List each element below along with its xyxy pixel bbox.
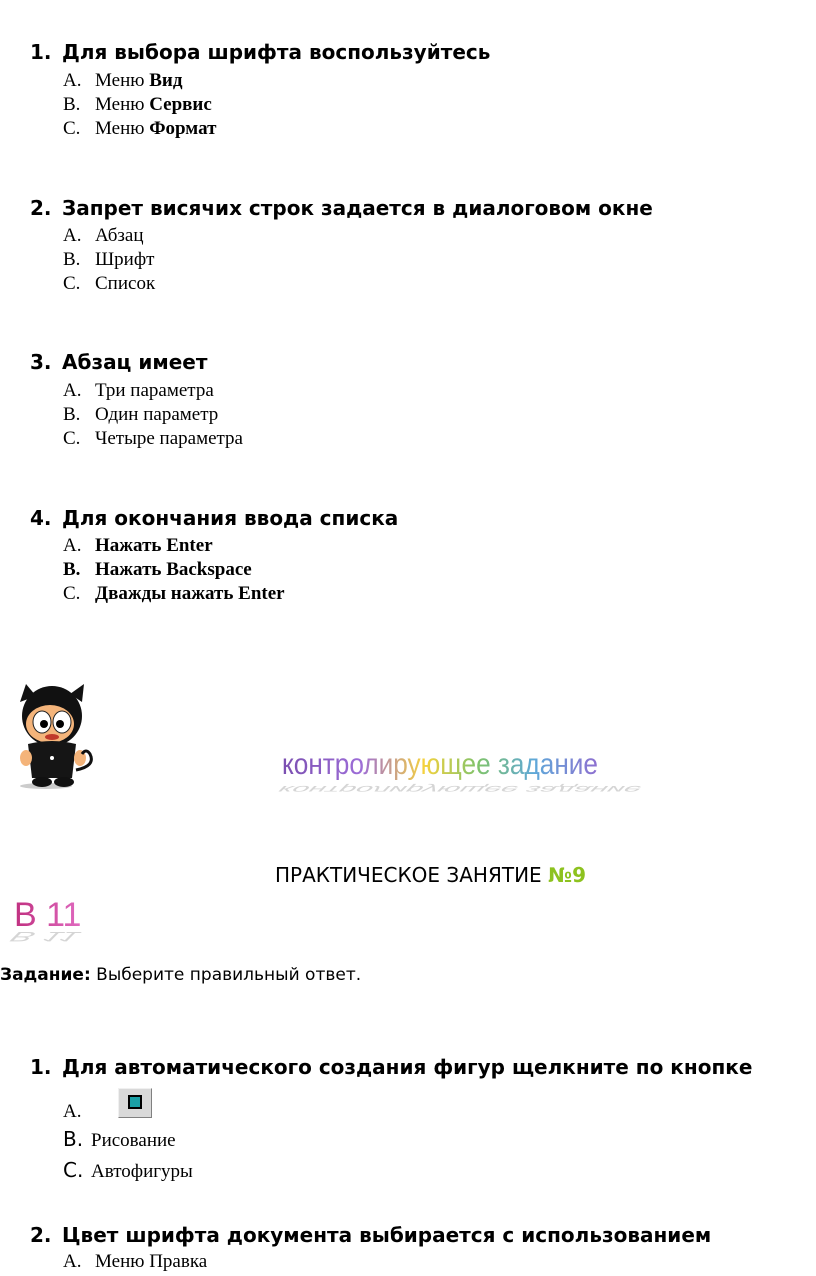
svg-text:контролирующее задание: контролирующее задание — [273, 783, 647, 795]
q2-1-option-b: B. Рисование — [63, 1127, 176, 1151]
question-2-option-c: C. Список — [63, 273, 156, 294]
q2-1-title: 1. Для автоматического создания фигур щелкните по кнопке — [30, 1055, 753, 1079]
question-4-option-a: A. Нажать Enter — [63, 535, 213, 556]
svg-text:В 11: В 11 — [3, 929, 87, 945]
question-2-option-a: A. Абзац — [63, 225, 144, 246]
wordart-title — [268, 740, 647, 800]
question-3-option-c: C. Четыре параметра — [63, 428, 243, 449]
task-line: Задание: Выберите правильный ответ. — [0, 965, 362, 985]
wordart-title-text: контролирующее задание — [282, 748, 598, 781]
question-4-option-c: C. Дважды нажать Enter — [63, 583, 285, 604]
practice-heading: ПРАКТИЧЕСКОЕ ЗАНЯТИЕ №9 — [275, 863, 587, 887]
question-1-option-b: B. Меню Сервис — [63, 94, 212, 115]
cartoon-devil-mascot-icon — [10, 682, 102, 790]
question-3-title: 3. Абзац имеет — [30, 350, 208, 374]
question-2-title: 2. Запрет висячих строк задается в диалоговом окне — [30, 196, 653, 220]
variant-text: В 11 — [14, 896, 82, 934]
autoshapes-toolbar-button-icon — [118, 1088, 152, 1118]
q2-2-option-a: A. Меню Правка — [63, 1251, 208, 1272]
q2-1-option-a: A. — [63, 1101, 82, 1122]
question-4-option-b: B. Нажать Backspace — [63, 559, 252, 580]
question-3-option-b: B. Один параметр — [63, 404, 219, 425]
question-2-option-b: B. Шрифт — [63, 249, 155, 270]
q2-1-option-c: C. Автофигуры — [63, 1158, 193, 1182]
question-1-title: 1. Для выбора шрифта воспользуйтесь — [30, 40, 491, 64]
question-1-option-c: C. Меню Формат — [63, 118, 217, 139]
question-4-title: 4. Для окончания ввода списка — [30, 506, 399, 530]
question-1-option-a: A. Меню Вид — [63, 70, 183, 91]
question-3-option-a: A. Три параметра — [63, 380, 214, 401]
variant-wordart — [2, 888, 87, 945]
q2-2-title: 2. Цвет шрифта документа выбирается с использованием — [30, 1223, 712, 1247]
